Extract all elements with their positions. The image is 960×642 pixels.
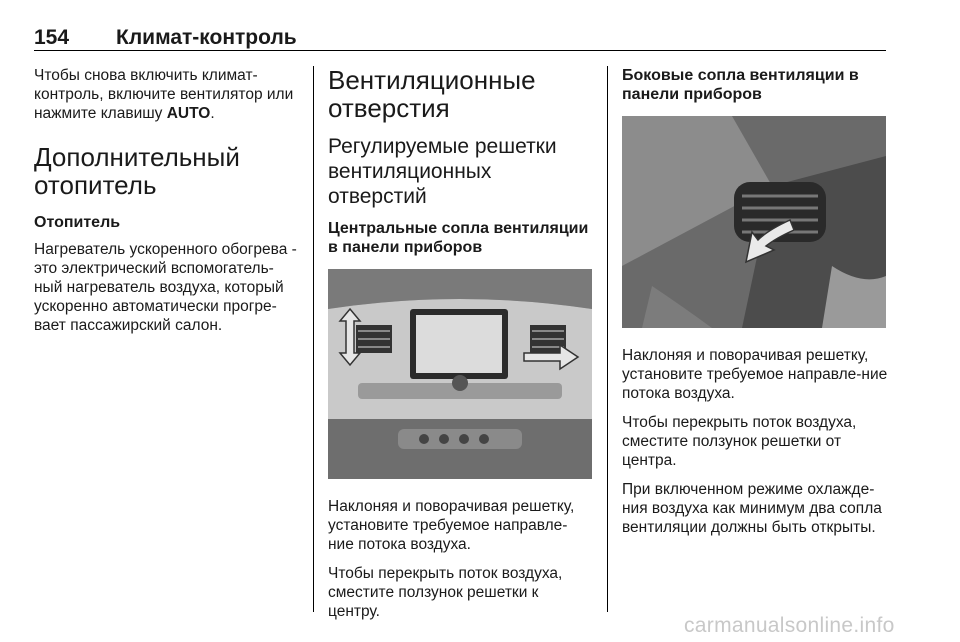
watermark: carmanualsonline.info bbox=[684, 614, 895, 637]
column-3 bbox=[622, 66, 888, 547]
intro-end: . bbox=[210, 105, 215, 122]
intro-paragraph bbox=[34, 66, 298, 123]
intro-text: Чтобы снова включить климат-контроль, включите вентилятор или нажмите клавишу bbox=[34, 67, 294, 122]
auto-key-label: AUTO bbox=[166, 105, 211, 122]
left-center-vent bbox=[356, 325, 392, 353]
column-divider bbox=[313, 66, 314, 612]
chapter-title: Климат-контроль bbox=[116, 26, 297, 49]
side-vents-paragraph-2: Чтобы перекрыть поток воздуха, сместите ползунок решетки от центра. bbox=[622, 414, 857, 469]
heading-aux-heater: Дополнительный отопитель bbox=[34, 142, 240, 200]
column-2 bbox=[328, 66, 592, 631]
heater-description: Нагреватель ускоренного обогрева - это электрический вспомогатель-ный нагреватель воздуха, который ускоренно автоматически прогре-вает пассажирский салон. bbox=[34, 241, 297, 334]
subheading-heater: Отопитель bbox=[34, 214, 121, 231]
subheading-center-vents: Центральные сопла вентиляции в панели приборов bbox=[328, 220, 589, 256]
subheading-adjustable-vents: Регулируемые решетки вентиляционных отверстий bbox=[328, 135, 557, 208]
side-vent-illustration bbox=[622, 116, 886, 328]
center-vents-illustration bbox=[328, 269, 592, 479]
subheading-side-vents: Боковые сопла вентиляции в панели приборов bbox=[622, 67, 859, 103]
center-vents-paragraph-2: Чтобы перекрыть поток воздуха, сместите ползунок решетки к центру. bbox=[328, 565, 563, 620]
page-number: 154 bbox=[34, 26, 70, 49]
side-vents-paragraph-3: При включенном режиме охлажде-ния воздуха как минимум два сопла вентиляции должны быть открыты. bbox=[622, 481, 882, 536]
column-1 bbox=[34, 66, 298, 345]
page-header bbox=[34, 26, 886, 51]
center-vents-paragraph-1: Наклоняя и поворачивая решетку, установите требуемое направле-ние потока воздуха. bbox=[328, 498, 575, 553]
heading-air-vents: Вентиляционные отверстия bbox=[328, 65, 536, 123]
side-vents-paragraph-1: Наклоняя и поворачивая решетку, установите требуемое направле-ние потока воздуха. bbox=[622, 347, 888, 402]
column-divider bbox=[607, 66, 608, 612]
